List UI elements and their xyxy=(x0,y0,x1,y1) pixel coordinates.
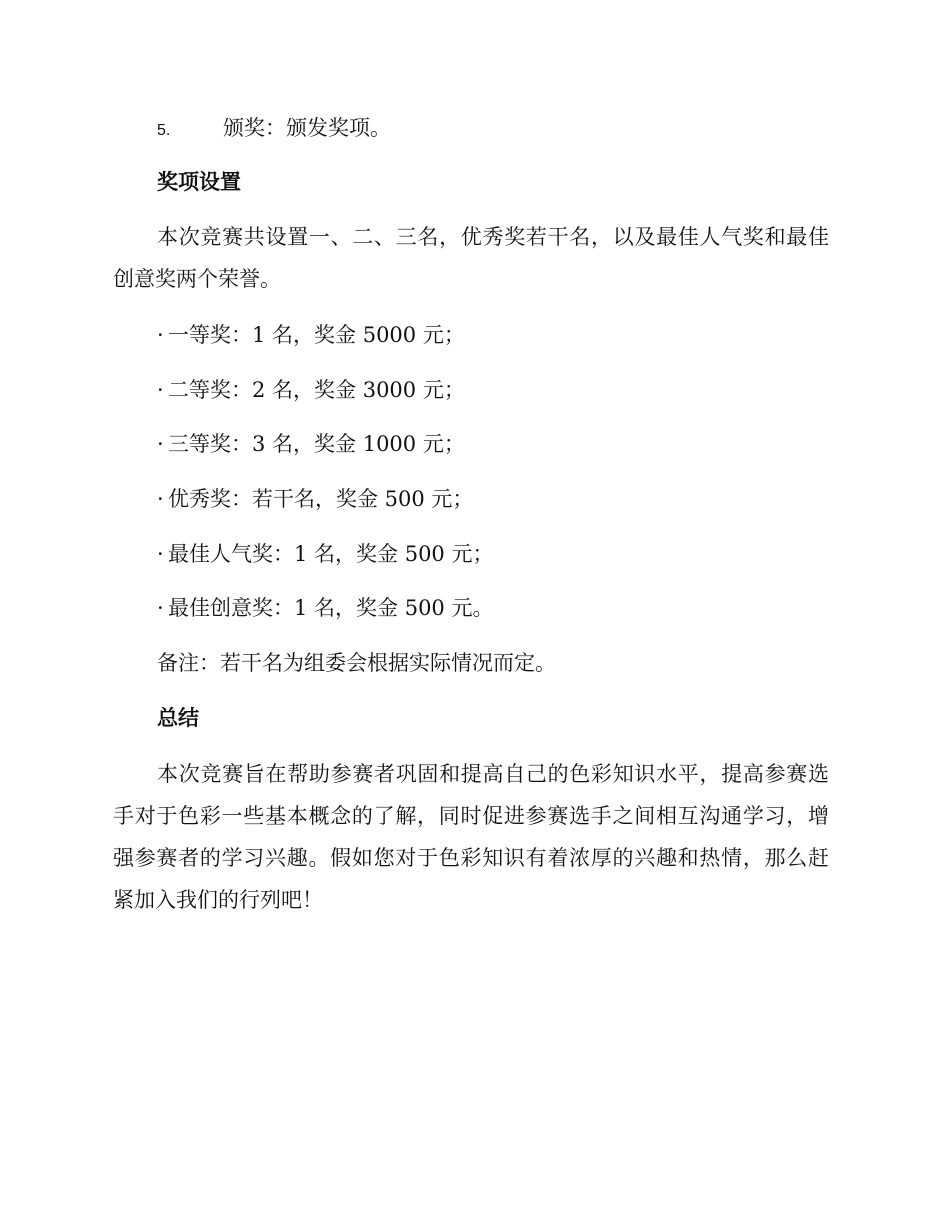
bullet-glyph: · xyxy=(157,487,164,511)
award-item-text: 最佳人气奖：1 名，奖金 500 元； xyxy=(168,542,494,566)
awards-heading: 奖项设置 xyxy=(157,170,241,194)
summary-line: 强参赛者的学习兴趣。假如您对于色彩知识有着浓厚的兴趣和热情，那么赶 xyxy=(113,846,829,870)
award-item xyxy=(157,594,493,622)
award-item xyxy=(157,540,493,568)
summary-line: 本次竞赛旨在帮助参赛者巩固和提高自己的色彩知识水平，提高参赛选 xyxy=(157,762,829,786)
awards-intro-line2: 创意奖两个荣誉。 xyxy=(113,267,281,291)
award-item xyxy=(157,376,465,404)
step-5-number: 5. xyxy=(157,122,171,139)
awards-note: 备注：若干名为组委会根据实际情况而定。 xyxy=(157,651,556,675)
bullet-glyph: · xyxy=(157,378,164,402)
award-item-text: 最佳创意奖：1 名，奖金 500 元。 xyxy=(168,596,494,620)
step-5-text: 颁奖：颁发奖项。 xyxy=(223,116,391,140)
summary-heading: 总结 xyxy=(157,706,199,730)
award-item-text: 一等奖：1 名，奖金 5000 元； xyxy=(168,323,465,347)
awards-intro-line1: 本次竞赛共设置一、二、三名，优秀奖若干名，以及最佳人气奖和最佳 xyxy=(157,225,829,249)
award-item xyxy=(157,430,465,458)
award-item-text: 优秀奖：若干名，奖金 500 元； xyxy=(168,487,474,511)
award-item-text: 二等奖：2 名，奖金 3000 元； xyxy=(168,378,465,402)
summary-line: 手对于色彩一些基本概念的了解，同时促进参赛选手之间相互沟通学习，增 xyxy=(113,804,829,828)
bullet-glyph: · xyxy=(157,432,164,456)
step-5 xyxy=(157,114,391,145)
award-item xyxy=(157,485,473,513)
award-item-text: 三等奖：3 名，奖金 1000 元； xyxy=(168,432,465,456)
summary-line: 紧加入我们的行列吧！ xyxy=(113,888,323,912)
bullet-glyph: · xyxy=(157,323,164,347)
bullet-glyph: · xyxy=(157,596,164,620)
award-item xyxy=(157,321,465,349)
bullet-glyph: · xyxy=(157,542,164,566)
